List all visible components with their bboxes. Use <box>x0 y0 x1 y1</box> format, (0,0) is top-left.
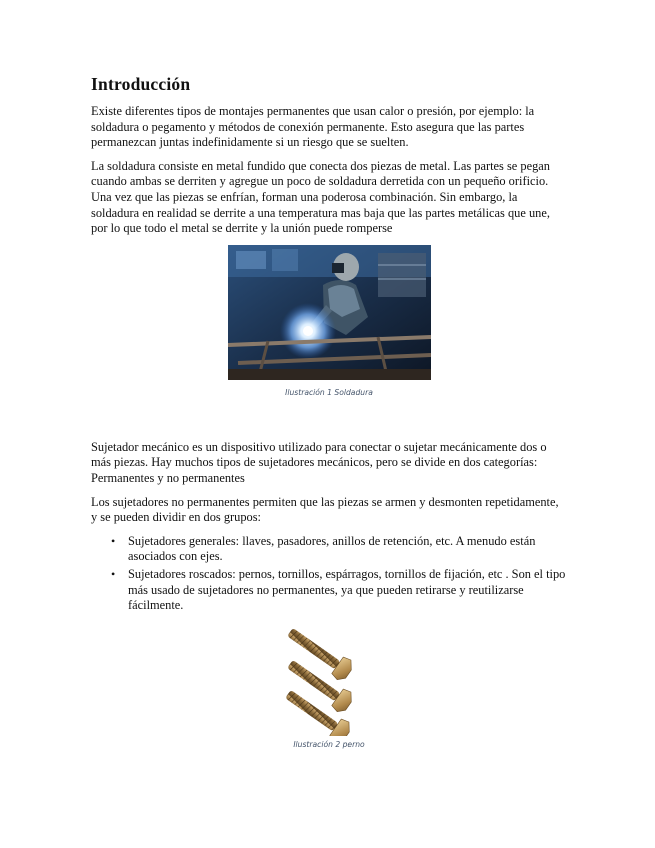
figure-welding <box>91 245 567 380</box>
paragraph-fastener: Sujetador mecánico es un dispositivo utilizado para conectar o sujetar mecánicamente dos o más piezas. Hay muchos tipos de sujetadores mecánicos, pero se divide en dos categorías: Permanentes y no permanentes <box>91 439 547 485</box>
welding-photo-icon <box>228 245 431 380</box>
figure-bolts <box>91 624 567 736</box>
document-body <box>91 74 567 749</box>
fastener-list <box>91 534 567 614</box>
figure-caption-bolts: Ilustración 2 perno <box>293 739 365 749</box>
list-item: • Sujetadores roscados: pernos, tornillos, espárragos, tornillos de fijación, etc . Son el tipo más usado de sujetadores no permanentes, ya que pueden retirarse y reutilizarse fácilmente. <box>128 567 567 614</box>
paragraph-intro: Existe diferentes tipos de montajes permanentes que usan calor o presión, por ejemplo: la soldadura o pegamento y métodos de conexión permanente. Esto asegura que las partes permanezcan juntas indefinidamente si un riesgo que se suelten. <box>91 104 535 150</box>
bolts-photo-icon <box>284 624 374 736</box>
paragraph-nonpermanent: Los sujetadores no permanentes permiten que las piezas se armen y desmonten repetidamente, y se pueden dividir en dos grupos: <box>91 494 559 525</box>
figure-caption-welding: Ilustración 1 Soldadura <box>285 387 373 397</box>
paragraph-welding: La soldadura consiste en metal fundido que conecta dos piezas de metal. Las partes se pegan cuando ambas se derriten y agregue un poco de soldadura derretida con un pequeño orificio. Una vez que las piezas se enfrían, forman una poderosa combinación. Sin embargo, la soldadura en realidad se derrite a una temperatura mas baja que las partes metálicas que une, por lo que todo el metal se derrite y la unión puede romperse <box>91 158 550 236</box>
list-item: • Sujetadores generales: llaves, pasadores, anillos de retención, etc. A menudo están asociados con ejes. <box>128 534 567 565</box>
page-title: Introducción <box>91 74 191 94</box>
